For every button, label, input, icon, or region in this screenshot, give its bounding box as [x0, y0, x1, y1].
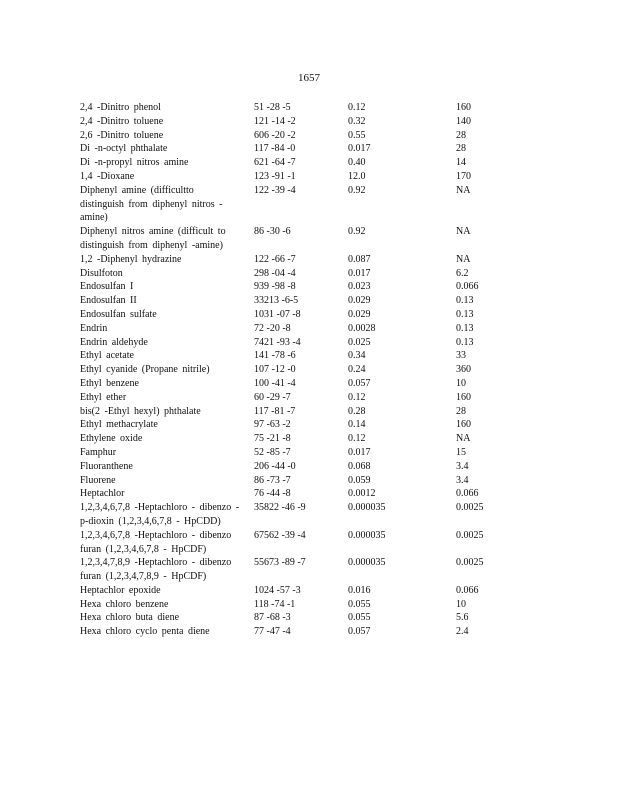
table-row	[80, 377, 520, 391]
value-column-2: NA	[456, 226, 471, 238]
value-column-1: 0.055	[348, 598, 371, 610]
value-column-1: 0.12	[348, 102, 366, 113]
table-row	[80, 391, 520, 405]
compound-name: Disulfoton	[80, 267, 123, 279]
cas-number: 107 -12 -0	[254, 364, 296, 376]
table-row	[80, 349, 520, 363]
table-row	[80, 611, 520, 625]
compound-name: Ethyl methacrylate	[80, 419, 158, 431]
compound-name: Ethylene oxide	[80, 433, 143, 445]
compound-name: Hexa chloro benzene	[80, 598, 169, 610]
cas-number: 35822 -46 -9	[254, 502, 306, 514]
cas-number: 77 -47 -4	[254, 626, 291, 638]
value-column-1: 0.40	[348, 157, 366, 169]
cas-number: 1024 -57 -3	[254, 584, 301, 596]
compound-name: Endrin aldehyde	[80, 336, 148, 348]
value-column-1: 0.28	[348, 405, 366, 417]
table-row	[80, 156, 520, 170]
table-row	[80, 280, 520, 294]
table-row	[80, 184, 520, 225]
cas-number: 606 -20 -2	[254, 129, 296, 141]
cas-number: 67562 -39 -4	[254, 529, 306, 541]
value-column-1: 0.000035	[348, 557, 386, 569]
cas-number: 75 -21 -8	[254, 433, 291, 445]
value-column-1: 0.068	[348, 460, 371, 472]
value-column-1: 0.12	[348, 391, 366, 403]
compound-name: 2,6 -Dinitro toluene	[80, 129, 164, 141]
table-row	[80, 225, 520, 253]
value-column-2: 160	[456, 419, 471, 431]
value-column-1: 0.34	[348, 350, 366, 362]
compound-name: Fluorene	[80, 474, 116, 486]
table-row	[80, 308, 520, 322]
value-column-2: 0.13	[456, 322, 474, 334]
value-column-2: 0.13	[456, 295, 474, 307]
value-column-1: 0.000035	[348, 529, 386, 541]
table-row	[80, 418, 520, 432]
value-column-2: 140	[456, 115, 471, 127]
value-column-1: 0.92	[348, 184, 366, 196]
table-row	[80, 474, 520, 488]
value-column-2: NA	[456, 184, 471, 196]
table-row	[80, 529, 520, 557]
table-row	[80, 584, 520, 598]
compound-name: Diphenyl amine (difficultto distinguish from diphenyl nitros -amine)	[80, 184, 223, 224]
value-column-1: 0.029	[348, 308, 371, 320]
page-number: 1657	[298, 72, 320, 84]
value-column-2: 10	[456, 598, 466, 610]
cas-number: 123 -91 -1	[254, 170, 296, 182]
value-column-1: 0.000035	[348, 502, 386, 514]
cas-number: 141 -78 -6	[254, 350, 296, 362]
value-column-2: 360	[456, 364, 471, 376]
compound-name: Fluoranthene	[80, 460, 133, 472]
value-column-2: 10	[456, 377, 466, 389]
cas-number: 206 -44 -0	[254, 460, 296, 472]
table-row	[80, 501, 520, 529]
value-column-1: 0.025	[348, 336, 371, 348]
cas-number: 122 -66 -7	[254, 253, 296, 265]
value-column-1: 0.0012	[348, 488, 376, 500]
cas-number: 117 -84 -0	[254, 143, 296, 155]
value-column-2: 0.0025	[456, 557, 484, 569]
value-column-2: 0.0025	[456, 502, 484, 514]
value-column-2: 0.066	[456, 584, 479, 596]
table-row	[80, 101, 520, 115]
value-column-2: 0.066	[456, 488, 479, 500]
table-row	[80, 363, 520, 377]
cas-number: 52 -85 -7	[254, 446, 291, 458]
compound-name: Di -n-octyl phthalate	[80, 143, 168, 155]
cas-number: 118 -74 -1	[254, 598, 296, 610]
value-column-1: 0.92	[348, 226, 366, 238]
table-row	[80, 267, 520, 281]
value-column-1: 0.017	[348, 143, 371, 155]
compound-name: 2,4 -Dinitro toluene	[80, 115, 164, 127]
compound-name: Endosulfan sulfate	[80, 308, 157, 320]
table-row	[80, 115, 520, 129]
value-column-2: NA	[456, 253, 471, 265]
cas-number: 72 -20 -8	[254, 322, 291, 334]
compound-name: Ethyl benzene	[80, 377, 139, 389]
value-column-1: 0.057	[348, 377, 371, 389]
value-column-1: 0.057	[348, 626, 371, 638]
value-column-2: 14	[456, 157, 466, 169]
compound-name: 1,2,3,4,6,7,8 -Heptachloro - dibenzo -p-dioxin (1,2,3,4,6,7,8 - HpCDD)	[80, 502, 240, 527]
cas-number: 86 -30 -6	[254, 226, 291, 238]
compound-name: Di -n-propyl nitros amine	[80, 157, 189, 169]
value-column-1: 0.029	[348, 295, 371, 307]
compound-name: Famphur	[80, 446, 117, 458]
value-column-2: 6.2	[456, 267, 469, 279]
cas-number: 121 -14 -2	[254, 115, 296, 127]
value-column-1: 0.017	[348, 446, 371, 458]
table-row	[80, 405, 520, 419]
cas-number: 117 -81 -7	[254, 405, 296, 417]
table-row	[80, 170, 520, 184]
table-row	[80, 446, 520, 460]
cas-number: 51 -28 -5	[254, 102, 291, 113]
table-row	[80, 556, 520, 584]
compound-name: 2,4 -Dinitro phenol	[80, 102, 161, 113]
compound-name: 1,4 -Dioxane	[80, 170, 135, 182]
value-column-2: 28	[456, 405, 466, 417]
compound-name: Endosulfan I	[80, 281, 134, 293]
cas-number: 87 -68 -3	[254, 612, 291, 624]
compound-name: 1,2,3,4,6,7,8 -Heptachloro - dibenzo furan (1,2,3,4,6,7,8 - HpCDF)	[80, 529, 232, 555]
compound-name: Ethyl acetate	[80, 350, 134, 362]
value-column-2: 170	[456, 170, 471, 182]
value-column-2: 15	[456, 446, 466, 458]
cas-number: 298 -04 -4	[254, 267, 296, 279]
table-row	[80, 253, 520, 267]
value-column-2: 28	[456, 129, 466, 141]
value-column-2: 3.4	[456, 474, 469, 486]
cas-number: 76 -44 -8	[254, 488, 291, 500]
value-column-1: 0.023	[348, 281, 371, 293]
value-column-1: 0.12	[348, 433, 366, 445]
table-row	[80, 294, 520, 308]
value-column-1: 0.055	[348, 612, 371, 624]
value-column-2: 160	[456, 102, 471, 113]
cas-number: 55673 -89 -7	[254, 557, 306, 569]
table-row	[80, 432, 520, 446]
compound-name: Heptachlor	[80, 488, 125, 500]
value-column-2: 5.6	[456, 612, 469, 624]
table-row	[80, 598, 520, 612]
value-column-2: 0.13	[456, 336, 474, 348]
table-row	[80, 336, 520, 350]
table-row	[80, 142, 520, 156]
cas-number: 939 -98 -8	[254, 281, 296, 293]
cas-number: 100 -41 -4	[254, 377, 296, 389]
compound-name: bis(2 -Ethyl hexyl) phthalate	[80, 405, 201, 417]
value-column-1: 0.087	[348, 253, 371, 265]
value-column-1: 0.0028	[348, 322, 376, 334]
value-column-1: 12.0	[348, 170, 366, 182]
value-column-1: 0.55	[348, 129, 366, 141]
value-column-1: 0.32	[348, 115, 366, 127]
value-column-2: 0.0025	[456, 529, 484, 541]
cas-number: 86 -73 -7	[254, 474, 291, 486]
cas-number: 122 -39 -4	[254, 184, 296, 196]
cas-number: 1031 -07 -8	[254, 308, 301, 320]
table-row	[80, 487, 520, 501]
value-column-2: NA	[456, 433, 471, 445]
compound-name: 1,2 -Diphenyl hydrazine	[80, 253, 182, 265]
value-column-1: 0.016	[348, 584, 371, 596]
compound-name: Diphenyl nitros amine (difficult to distinguish from diphenyl -amine)	[80, 226, 226, 251]
value-column-2: 0.066	[456, 281, 479, 293]
value-column-2: 28	[456, 143, 466, 155]
table-row	[80, 129, 520, 143]
compound-name: Hexa chloro cyclo penta diene	[80, 626, 210, 638]
value-column-2: 2.4	[456, 626, 469, 638]
value-column-2: 160	[456, 391, 471, 403]
value-column-2: 3.4	[456, 460, 469, 472]
cas-number: 60 -29 -7	[254, 391, 291, 403]
compound-name: Endrin	[80, 322, 108, 334]
compound-name: 1,2,3,4,7,8,9 -Heptachloro - dibenzo furan (1,2,3,4,7,8,9 - HpCDF)	[80, 557, 232, 583]
value-column-1: 0.059	[348, 474, 371, 486]
table-row	[80, 625, 520, 639]
cas-number: 621 -64 -7	[254, 157, 296, 169]
compound-name: Hexa chloro buta diene	[80, 612, 180, 624]
compound-name: Heptachlor epoxide	[80, 584, 161, 596]
table-row	[80, 322, 520, 336]
value-column-1: 0.14	[348, 419, 366, 431]
value-column-2: 0.13	[456, 308, 474, 320]
cas-number: 7421 -93 -4	[254, 336, 301, 348]
value-column-1: 0.24	[348, 364, 366, 376]
compound-name: Endosulfan II	[80, 295, 137, 307]
value-column-1: 0.017	[348, 267, 371, 279]
compound-name: Ethyl ether	[80, 391, 127, 403]
cas-number: 33213 -6-5	[254, 295, 299, 307]
compound-name: Ethyl cyanide (Propane nitrile)	[80, 364, 210, 376]
cas-number: 97 -63 -2	[254, 419, 291, 431]
chemical-table	[80, 101, 520, 639]
value-column-2: 33	[456, 350, 466, 362]
table-row	[80, 460, 520, 474]
